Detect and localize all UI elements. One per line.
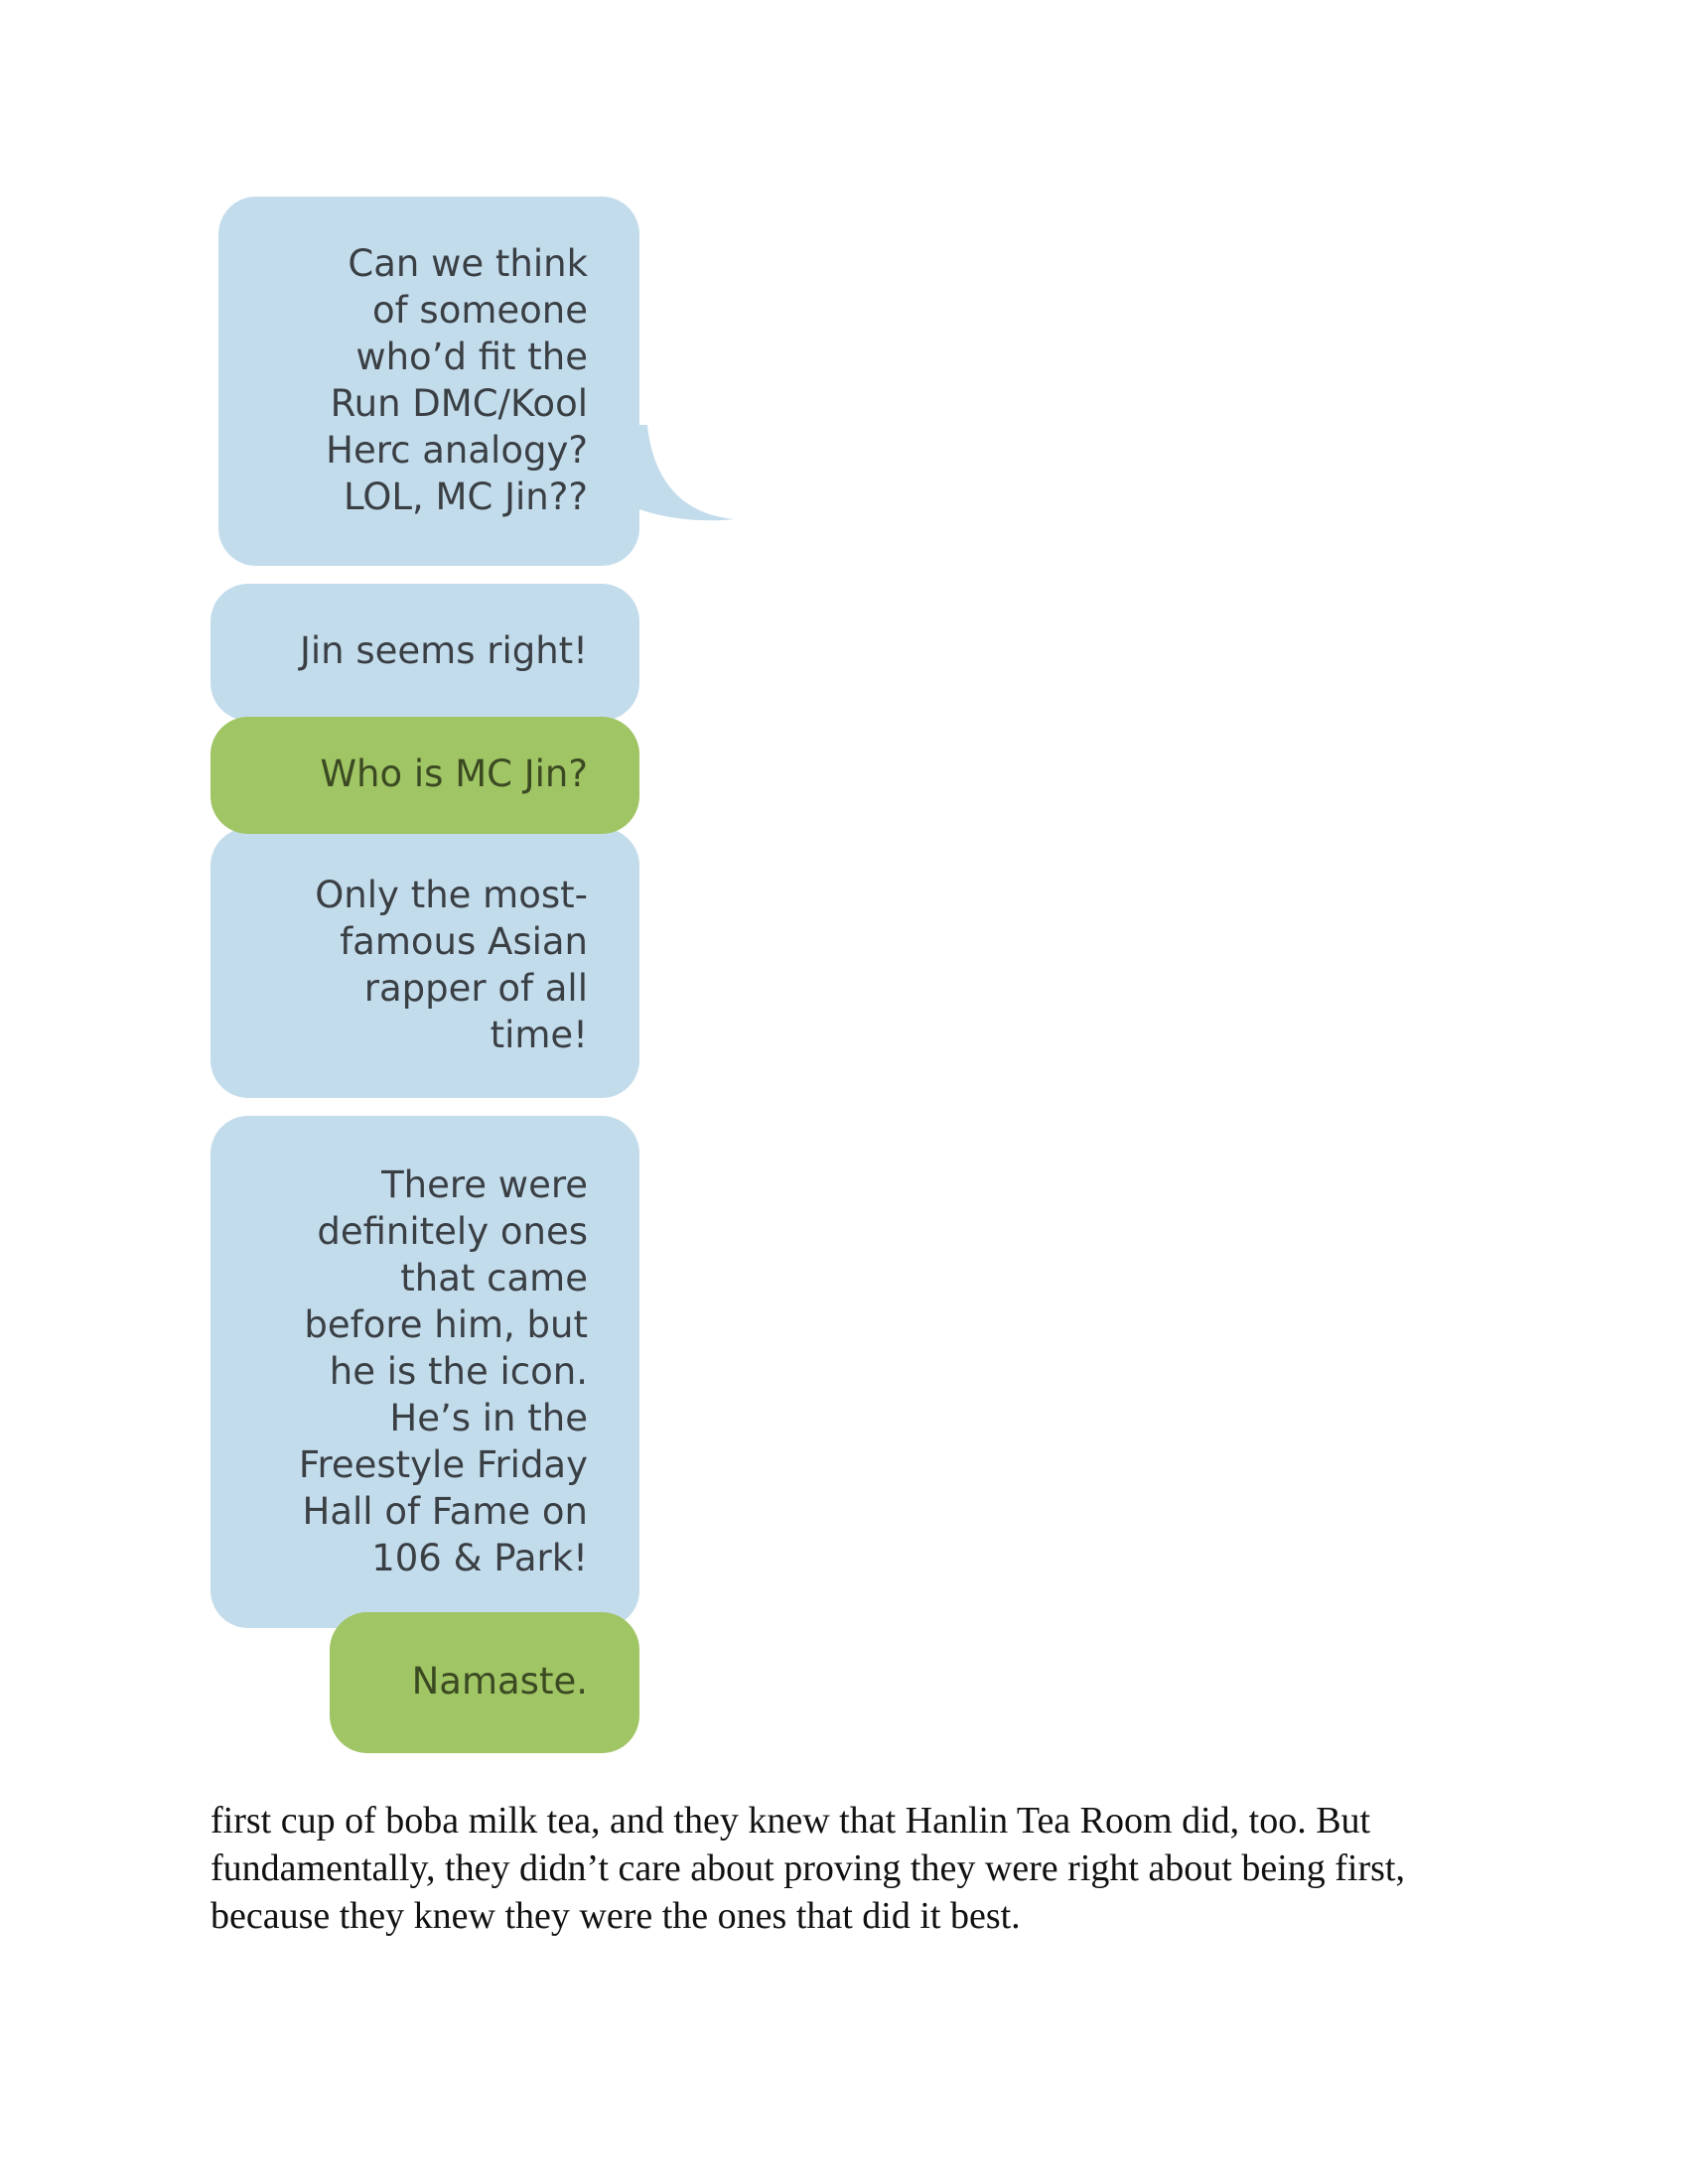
message-bubble-other: Can we think of someone who’d fit the Run DMC/Kool Herc analogy? LOL, MC Jin??: [218, 197, 639, 566]
body-text: [211, 1797, 1501, 1940]
chat-image: [211, 197, 727, 1755]
message-bubble-other: There were definitely ones that came before him, but he is the icon. He’s in the Freestyle Friday Hall of Fame on 106 & Park!: [211, 1116, 639, 1628]
message-bubble-other: Only the most- famous Asian rapper of all time!: [211, 828, 639, 1098]
paragraph: first cup of boba milk tea, and they knew that Hanlin Tea Room did, too. But fundamentally, they didn’t care about proving they were right about being first, because they knew they were the ones that did it best.: [211, 1800, 1405, 1937]
message-bubble-other: Jin seems right!: [211, 584, 639, 721]
message-bubble-me: Who is MC Jin?: [211, 717, 639, 834]
message-bubble-me: Namaste.: [330, 1612, 639, 1753]
